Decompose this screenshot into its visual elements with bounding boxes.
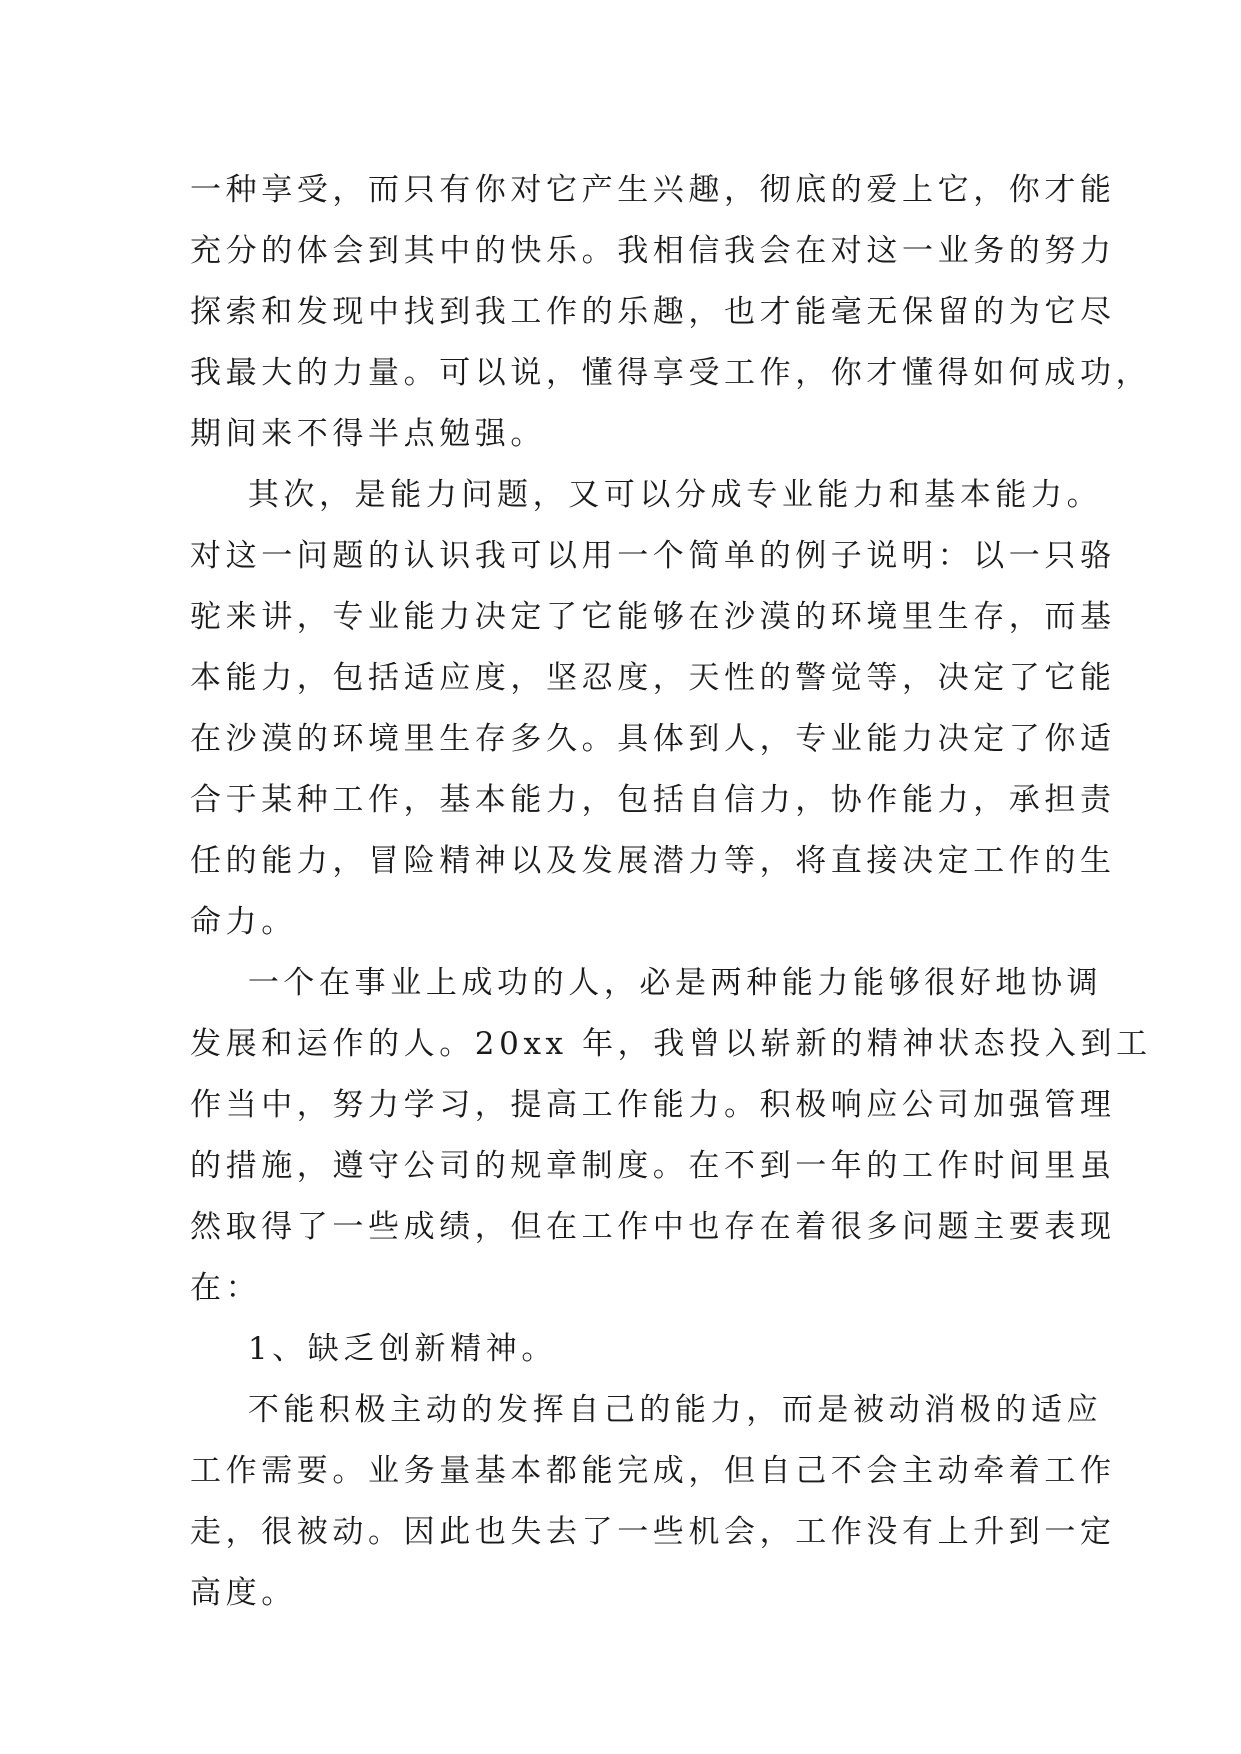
text-line: 然取得了一些成绩，但在工作中也存在着很多问题主要表现: [190, 1209, 1116, 1245]
text-line: 驼来讲，专业能力决定了它能够在沙漠的环境里生存，而基: [190, 599, 1116, 635]
text-line: 一种享受，而只有你对它产生兴趣，彻底的爱上它，你才能: [190, 172, 1116, 208]
text-line: 命力。: [190, 904, 297, 940]
text-line: 本能力，包括适应度，坚忍度，天性的警觉等，决定了它能: [190, 660, 1116, 696]
text-line: 一个在事业上成功的人，必是两种能力能够很好地协调: [190, 965, 1103, 1001]
text-line: 1、缺乏创新精神。: [190, 1331, 557, 1367]
text-line: 任的能力，冒险精神以及发展潜力等，将直接决定工作的生: [190, 843, 1116, 879]
text-line: 工作需要。业务量基本都能完成，但自己不会主动牵着工作: [190, 1453, 1116, 1489]
text-line: 不能积极主动的发挥自己的能力，而是被动消极的适应: [190, 1392, 1103, 1428]
text-line: 合于某种工作，基本能力，包括自信力，协作能力，承担责: [190, 782, 1116, 818]
text-line: 高度。: [190, 1575, 297, 1611]
text-line: 探索和发现中找到我工作的乐趣，也才能毫无保留的为它尽: [190, 294, 1116, 330]
text-line: 在：: [190, 1270, 262, 1306]
text-line: 我最大的力量。可以说，懂得享受工作，你才懂得如何成功，: [190, 355, 1152, 391]
text-line: 对这一问题的认识我可以用一个简单的例子说明：以一只骆: [190, 538, 1116, 574]
text-line: 的措施，遵守公司的规章制度。在不到一年的工作时间里虽: [190, 1148, 1116, 1184]
text-line: 在沙漠的环境里生存多久。具体到人，专业能力决定了你适: [190, 721, 1116, 757]
text-line: 其次，是能力问题，又可以分成专业能力和基本能力。: [190, 477, 1103, 513]
text-line: 走，很被动。因此也失去了一些机会，工作没有上升到一定: [190, 1514, 1116, 1550]
text-line: 作当中，努力学习，提高工作能力。积极响应公司加强管理: [190, 1087, 1116, 1123]
text-line: 充分的体会到其中的快乐。我相信我会在对这一业务的努力: [190, 233, 1116, 269]
text-line: 期间来不得半点勉强。: [190, 416, 546, 452]
text-line: 发展和运作的人。20xx 年，我曾以崭新的精神状态投入到工: [190, 1026, 1152, 1062]
body-text: [190, 160, 1152, 1624]
